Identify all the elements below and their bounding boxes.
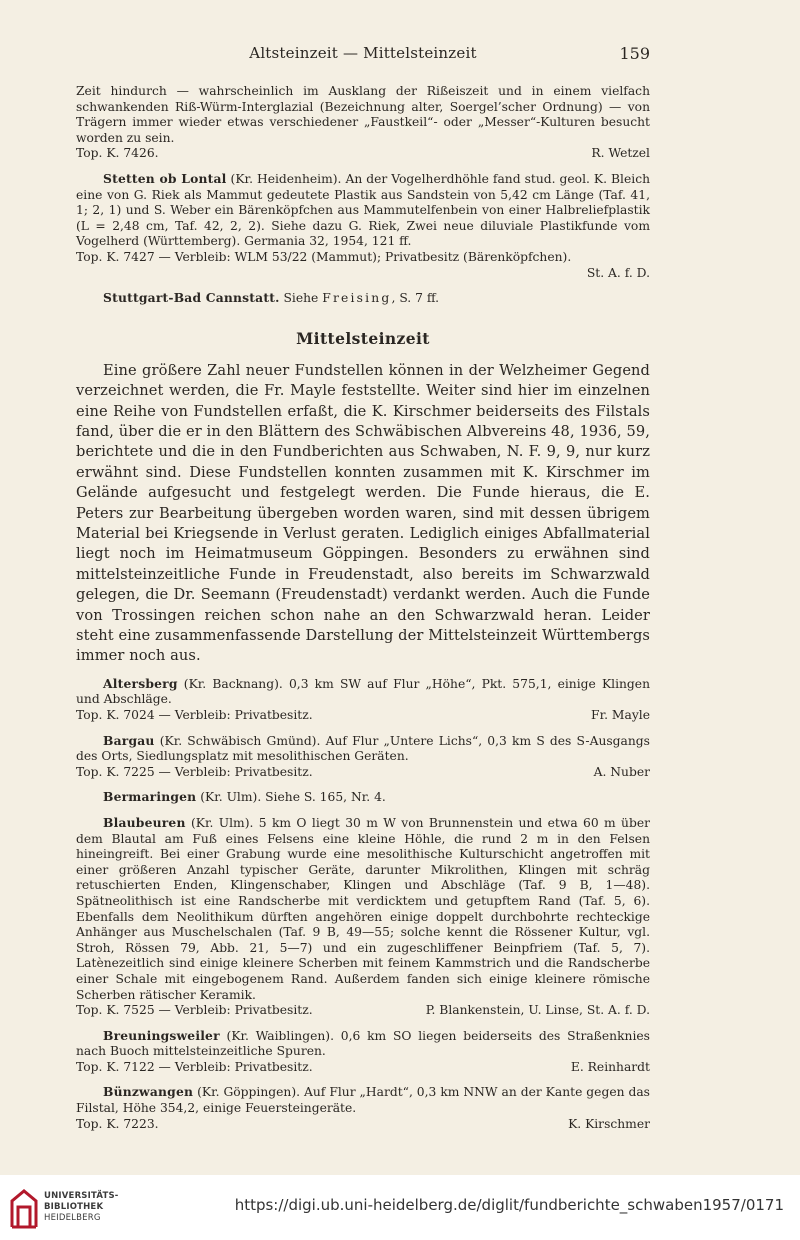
entry-author: R. Wetzel bbox=[591, 146, 650, 161]
entry-reference: Top. K. 7225 — Verbleib: Privatbesitz. bbox=[76, 764, 313, 779]
logo-line: HEIDELBERG bbox=[44, 1213, 101, 1223]
logo-line: UNIVERSITÄTS- bbox=[44, 1191, 119, 1201]
site-name: Blaubeuren bbox=[103, 814, 186, 830]
entry-author: St. A. f. D. bbox=[586, 265, 650, 280]
entry-author: K. Kirschmer bbox=[568, 1116, 650, 1131]
entry-reference-line bbox=[76, 1060, 650, 1076]
entry-text: , S. 7 ff. bbox=[391, 291, 440, 306]
entry-text: (Kr. Ulm). 5 km O liegt 30 m W von Brunnenstein und etwa 60 m über dem Blautal am Fuß eines Felsens eine kleine Höhle, die rund 2 m in den Felsen hineingreift. Bei einer Grabung wurde eine mesolithische Kulturschicht angetroffen mit einer größeren Anzahl typischer Geräte, darunter Mikrolithen, Klingen mit schräg retuschierten Enden, Klingenschaber, Klingen und Abschläge (Taf. 9 B, 1—48). Spätneolithisch ist eine Randscherbe mit verdicktem und getupftem Rand (Taf. 5, 6). Ebenfalls dem Neolithikum dürften angehören einige doppelt durchbohrte rechteckige Anhänger aus Muschelschalen (Taf. 9 B, 49—55; solche kennt die Rössener Kultur, vgl. Stroh, Rössen 79, Abb. 21, 5—7) und ein zugeschliffener Beinpfriem (Taf. 5, 7). Latènezeitlich sind einige kleinere Scherben mit feinem Kammstrich und die Randscherbe einer Schale mit eingebogenem Rand. Außerdem fanden sich einige kleinere römische Scherben rätischer Keramik. bbox=[76, 815, 650, 1002]
entry-text: Siehe bbox=[279, 291, 323, 306]
entry-text: (Kr. Heidenheim). An der Vogelherdhöhle fand stud. geol. K. Bleich eine von G. Riek als Mammut gedeutete Plastik aus Sandstein von 5,42 cm Länge (Taf. 41, 1; 2, 1) und S. Weber ein Bärenköpfchen aus Mammutelfenbein von einer Halbreliefplastik (L = 2,48 cm, Taf. 42, 2, 2). Siehe dazu G. Riek, Zwei neue diluviale Plastikfunde vom Vogelherd (Württemberg). Germania 32, 1954, 121 ff. bbox=[76, 171, 650, 249]
logo-line: BIBLIOTHEK bbox=[44, 1202, 104, 1212]
site-entry bbox=[76, 789, 650, 806]
entry-paragraph bbox=[76, 815, 650, 1003]
entry-text: (Kr. Ulm). Siehe S. 165, Nr. 4. bbox=[196, 790, 386, 805]
entry-reference: Top. K. 7024 — Verbleib: Privatbesitz. bbox=[76, 708, 313, 722]
running-title: Altsteinzeit — Mittelsteinzeit bbox=[249, 44, 477, 62]
library-logo[interactable] bbox=[8, 1187, 118, 1231]
section-heading: Mittelsteinzeit bbox=[296, 328, 430, 348]
site-entry bbox=[76, 815, 650, 1019]
entry-cannstatt bbox=[76, 290, 650, 307]
entry-reference-line bbox=[76, 765, 650, 781]
source-url[interactable]: https://digi.ub.uni-heidelberg.de/diglit/fundberichte_schwaben1957/0171 bbox=[234, 1196, 784, 1214]
entry-reference: Top. K. 7525 — Verbleib: Privatbesitz. bbox=[76, 1003, 313, 1018]
entry-text: (Kr. Göppingen). Auf Flur „Hardt“, 0,3 km NNW an der Kante gegen das Filstal, Höhe 354,2, einige Feuersteingeräte. bbox=[76, 1085, 650, 1116]
site-name: Altersberg bbox=[103, 675, 178, 691]
entry-reference-line bbox=[76, 1003, 650, 1019]
cross-reference: Freising bbox=[322, 291, 392, 306]
entry-author: Fr. Mayle bbox=[591, 708, 650, 722]
entry-paragraph bbox=[76, 290, 650, 307]
site-entry bbox=[76, 1084, 650, 1132]
site-name: Bünzwangen bbox=[103, 1084, 194, 1100]
page-number: 159 bbox=[619, 44, 650, 63]
entry-reference-line bbox=[76, 146, 650, 162]
entry-author: P. Blankenstein, U. Linse, St. A. f. D. bbox=[425, 1003, 650, 1018]
site-name: Bermaringen bbox=[103, 789, 197, 805]
site-name: Stetten ob Lontal bbox=[103, 170, 227, 186]
entry-paragraph bbox=[76, 1028, 650, 1060]
page-content bbox=[76, 84, 650, 1132]
library-emblem-icon bbox=[8, 1187, 40, 1231]
entry-reference-line bbox=[76, 708, 650, 724]
entry-text: (Kr. Waiblingen). 0,6 km SO liegen beiderseits des Straßenknies nach Buoch mittelsteinzeitliche Spuren. bbox=[76, 1028, 650, 1059]
entry-reference: Top. K. 7122 — Verbleib: Privatbesitz. bbox=[76, 1059, 313, 1074]
site-entry bbox=[76, 1028, 650, 1076]
entry-reference: Top. K. 7426. bbox=[76, 146, 159, 161]
entry-paragraph bbox=[76, 789, 650, 806]
entry-reference: Top. K. 7223. bbox=[76, 1116, 159, 1131]
site-entry bbox=[76, 676, 650, 724]
site-name: Bargau bbox=[103, 732, 155, 748]
site-entries bbox=[76, 676, 650, 1132]
footer-bar bbox=[0, 1175, 800, 1240]
page-header bbox=[76, 44, 650, 66]
section-intro: Eine größere Zahl neuer Fundstellen können in der Welzheimer Gegend verzeichnet werden, die Fr. Mayle feststellte. Weiter sind hier im einzelnen eine Reihe von Fundstellen erfaßt, die K. Kirschmer beiderseits des Filstals fand, über die er in den Blättern des Schwäbischen Albvereins 48, 1936, 59, berichtete und die in den Fundberichten aus Schwaben, N. F. 9, 9, nur kurz erwähnt sind. Diese Fundstellen konnten zusammen mit K. Kirschmer im Gelände aufgesucht und festgelegt werden. Die Funde hieraus, die E. Peters zur Bearbeitung übergeben worden waren, sind mit dessen übrigem Material bei Kriegsende in Verlust geraten. Lediglich einiges Abfallmaterial liegt noch im Heimatmuseum Göppingen. Besonders zu erwähnen sind mittelsteinzeitliche Funde in Freudenstadt, also bereits im Schwarzwald gelegen, die Dr. Seemann (Freudenstadt) verdankt werden. Auch die Funde von Trossingen reichen schon nahe an den Schwarzwald heran. Leider steht eine zusammenfassende Darstellung der Mittelsteinzeit Württembergs immer noch aus. bbox=[76, 361, 650, 665]
entry-author: A. Nuber bbox=[593, 764, 650, 779]
entry-paragraph bbox=[76, 676, 650, 708]
entry-paragraph bbox=[76, 733, 650, 765]
entry-stetten bbox=[76, 171, 650, 281]
entry-text: Zeit hindurch — wahrscheinlich im Ausklang der Rißeiszeit und in einem vielfach schwankenden Riß-Würm-Interglazial (Bezeichnung alter, Soergel’scher Ordnung) — von Trägern immer wieder etwas verschiedener „Faustkeil“- oder „Messer“-Kulturen besucht worden zu sein. bbox=[76, 84, 650, 145]
entry-text: (Kr. Schwäbisch Gmünd). Auf Flur „Untere Lichs“, 0,3 km S des S-Ausgangs des Orts, Siedlungsplatz mit mesolithischen Geräten. bbox=[76, 733, 650, 764]
entry-paragraph bbox=[76, 171, 650, 250]
site-name: Stuttgart-Bad Cannstatt. bbox=[103, 290, 280, 306]
site-name: Breuningsweiler bbox=[103, 1027, 220, 1043]
site-entry bbox=[76, 733, 650, 781]
entry-text: (Kr. Backnang). 0,3 km SW auf Flur „Höhe“, Pkt. 575,1, einige Klingen und Abschläge. bbox=[76, 676, 650, 707]
entry-paragraph bbox=[76, 1084, 650, 1116]
entry-reference-line bbox=[76, 1117, 650, 1133]
entry-reference: Top. K. 7427 — Verbleib: WLM 53/22 (Mammut); Privatbesitz (Bärenköpfchen). bbox=[76, 249, 572, 264]
paleolithic-continuation bbox=[76, 84, 650, 162]
entry-author: E. Reinhardt bbox=[570, 1059, 650, 1074]
